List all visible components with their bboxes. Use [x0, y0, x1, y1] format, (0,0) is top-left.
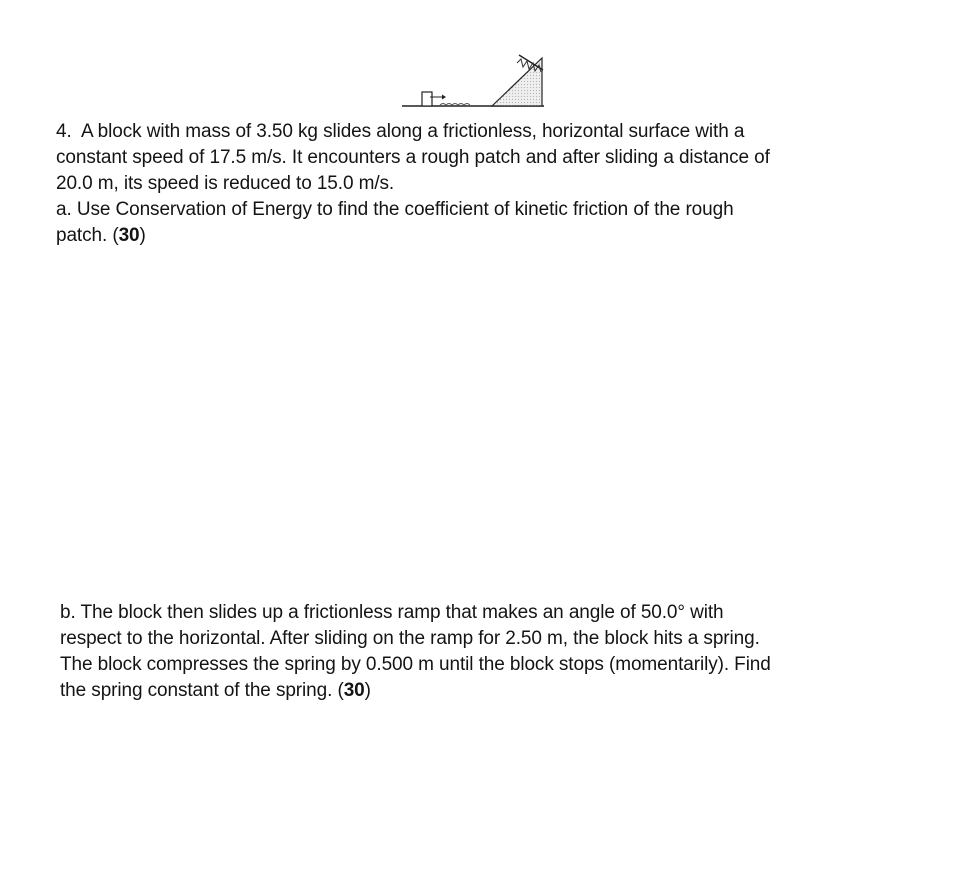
problem-stem-line: 4. A block with mass of 3.50 kg slides along a frictionless, horizontal surface with a	[56, 121, 745, 142]
part-b-line: the spring constant of the spring. (30)	[60, 680, 371, 701]
part-a-line: patch. (30)	[56, 225, 146, 246]
problem-stem-line: constant speed of 17.5 m/s. It encounters a rough patch and after sliding a distance of	[56, 147, 770, 168]
problem-4-part-a	[56, 119, 896, 249]
part-b-line: respect to the horizontal. After sliding on the ramp for 2.50 m, the block hits a spring.	[60, 628, 760, 649]
ramp-spring-diagram-icon	[400, 50, 552, 112]
block-icon	[422, 92, 432, 106]
part-b-line: b. The block then slides up a frictionless ramp that makes an angle of 50.0° with	[60, 602, 724, 623]
ramp-diagram-svg	[400, 50, 552, 112]
problem-number: 4.	[56, 121, 72, 142]
problem-4-part-b	[60, 600, 900, 704]
rough-patch	[440, 104, 470, 106]
problem-stem-line: 20.0 m, its speed is reduced to 15.0 m/s.	[56, 173, 395, 194]
points-value: 30	[118, 225, 140, 246]
part-a-line: a. Use Conservation of Energy to find the coefficient of kinetic friction of the rough	[56, 199, 734, 220]
part-b-line: The block compresses the spring by 0.500 m until the block stops (momentarily). Find	[60, 654, 771, 675]
points-value: 30	[343, 680, 365, 701]
